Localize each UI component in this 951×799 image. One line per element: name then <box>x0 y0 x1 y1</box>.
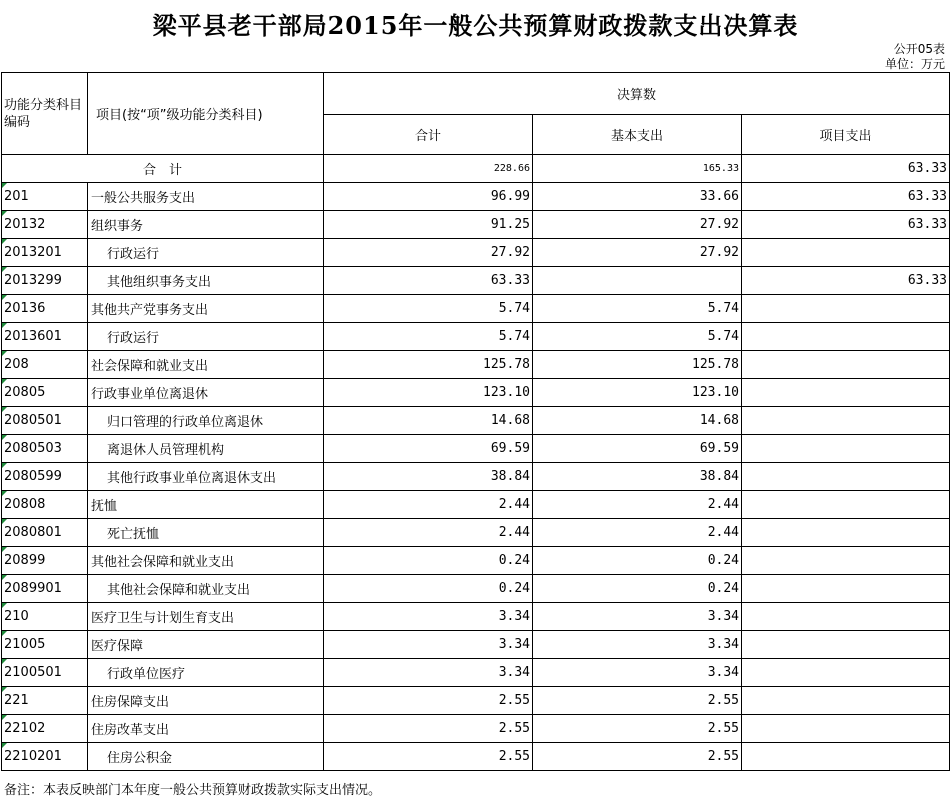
row-name: 一般公共服务支出 <box>88 183 324 211</box>
header-total: 合计 <box>324 115 533 155</box>
row-project <box>742 659 950 687</box>
row-basic: 2.55 <box>533 687 742 715</box>
total-basic: 165.33 <box>533 155 742 183</box>
table-row <box>2 687 950 715</box>
row-code: 2080503 <box>2 435 88 463</box>
row-code: 2013299 <box>2 267 88 295</box>
header-group: 决算数 <box>324 73 950 115</box>
row-name: 其他行政事业单位离退休支出 <box>88 463 324 491</box>
row-project: 63.33 <box>742 211 950 239</box>
row-project: 63.33 <box>742 183 950 211</box>
row-total: 2.55 <box>324 715 533 743</box>
row-basic: 2.44 <box>533 519 742 547</box>
total-row <box>2 155 950 183</box>
row-total: 2.44 <box>324 519 533 547</box>
row-total: 63.33 <box>324 267 533 295</box>
table-row <box>2 603 950 631</box>
row-basic: 14.68 <box>533 407 742 435</box>
row-basic: 2.44 <box>533 491 742 519</box>
row-name: 其他社会保障和就业支出 <box>88 547 324 575</box>
row-name: 行政单位医疗 <box>88 659 324 687</box>
row-code: 20899 <box>2 547 88 575</box>
row-total: 91.25 <box>324 211 533 239</box>
row-name: 医疗卫生与计划生育支出 <box>88 603 324 631</box>
row-name: 抚恤 <box>88 491 324 519</box>
row-project <box>742 519 950 547</box>
row-basic <box>533 267 742 295</box>
table-row <box>2 435 950 463</box>
row-name: 组织事务 <box>88 211 324 239</box>
row-basic: 27.92 <box>533 239 742 267</box>
total-sum: 228.66 <box>324 155 533 183</box>
row-basic: 2.55 <box>533 715 742 743</box>
row-basic: 3.34 <box>533 631 742 659</box>
row-name: 社会保障和就业支出 <box>88 351 324 379</box>
row-code: 2013601 <box>2 323 88 351</box>
row-code: 20808 <box>2 491 88 519</box>
row-total: 123.10 <box>324 379 533 407</box>
row-name: 住房改革支出 <box>88 715 324 743</box>
row-basic: 3.34 <box>533 603 742 631</box>
row-name: 医疗保障 <box>88 631 324 659</box>
table-row <box>2 407 950 435</box>
row-code: 201 <box>2 183 88 211</box>
row-project <box>742 603 950 631</box>
total-project: 63.33 <box>742 155 950 183</box>
unit-label: 单位：万元 <box>884 57 945 71</box>
table-row <box>2 379 950 407</box>
row-basic: 125.78 <box>533 351 742 379</box>
row-code: 20136 <box>2 295 88 323</box>
row-project <box>742 351 950 379</box>
row-basic: 0.24 <box>533 575 742 603</box>
row-name: 归口管理的行政单位离退休 <box>88 407 324 435</box>
table-row <box>2 715 950 743</box>
row-total: 38.84 <box>324 463 533 491</box>
row-code: 210 <box>2 603 88 631</box>
row-name: 其他组织事务支出 <box>88 267 324 295</box>
row-total: 5.74 <box>324 323 533 351</box>
row-code: 2089901 <box>2 575 88 603</box>
row-project: 63.33 <box>742 267 950 295</box>
row-name: 住房公积金 <box>88 743 324 771</box>
row-name: 行政运行 <box>88 323 324 351</box>
row-name: 死亡抚恤 <box>88 519 324 547</box>
row-basic: 5.74 <box>533 295 742 323</box>
row-name: 离退休人员管理机构 <box>88 435 324 463</box>
header-basic: 基本支出 <box>533 115 742 155</box>
row-total: 2.44 <box>324 491 533 519</box>
row-project <box>742 379 950 407</box>
table-row <box>2 267 950 295</box>
row-name: 其他共产党事务支出 <box>88 295 324 323</box>
row-project <box>742 715 950 743</box>
row-total: 5.74 <box>324 295 533 323</box>
row-basic: 27.92 <box>533 211 742 239</box>
row-project <box>742 463 950 491</box>
row-project <box>742 491 950 519</box>
table-row <box>2 631 950 659</box>
row-code: 20132 <box>2 211 88 239</box>
row-basic: 33.66 <box>533 183 742 211</box>
row-project <box>742 323 950 351</box>
row-total: 96.99 <box>324 183 533 211</box>
row-project <box>742 687 950 715</box>
row-basic: 3.34 <box>533 659 742 687</box>
total-label: 合 计 <box>2 155 324 183</box>
row-project <box>742 407 950 435</box>
form-number: 公开05表 <box>893 42 945 56</box>
row-basic: 5.74 <box>533 323 742 351</box>
table-row <box>2 183 950 211</box>
row-basic: 69.59 <box>533 435 742 463</box>
table-row <box>2 491 950 519</box>
expenditure-table <box>1 72 950 771</box>
row-code: 2013201 <box>2 239 88 267</box>
row-name: 行政事业单位离退休 <box>88 379 324 407</box>
row-code: 2080599 <box>2 463 88 491</box>
row-code: 2080501 <box>2 407 88 435</box>
row-name: 行政运行 <box>88 239 324 267</box>
row-project <box>742 239 950 267</box>
footnote: 备注：本表反映部门本年度一般公共预算财政拨款实际支出情况。 <box>4 783 382 798</box>
row-code: 208 <box>2 351 88 379</box>
row-name: 其他社会保障和就业支出 <box>88 575 324 603</box>
row-code: 2210201 <box>2 743 88 771</box>
row-total: 0.24 <box>324 547 533 575</box>
row-code: 2080801 <box>2 519 88 547</box>
row-basic: 0.24 <box>533 547 742 575</box>
row-basic: 2.55 <box>533 743 742 771</box>
table-row <box>2 659 950 687</box>
page-title: 梁平县老干部局2015年一般公共预算财政拨款支出决算表 <box>152 11 799 40</box>
row-code: 21005 <box>2 631 88 659</box>
row-total: 14.68 <box>324 407 533 435</box>
row-project <box>742 435 950 463</box>
row-basic: 123.10 <box>533 379 742 407</box>
header-name: 项目(按“项”级功能分类科目) <box>88 73 324 155</box>
row-project <box>742 547 950 575</box>
row-total: 2.55 <box>324 743 533 771</box>
table-row <box>2 547 950 575</box>
table-row <box>2 239 950 267</box>
row-code: 20805 <box>2 379 88 407</box>
row-code: 2100501 <box>2 659 88 687</box>
table-row <box>2 463 950 491</box>
row-project <box>742 743 950 771</box>
header-code: 功能分类科目编码 <box>2 73 88 155</box>
table-row <box>2 351 950 379</box>
table-row <box>2 575 950 603</box>
row-project <box>742 295 950 323</box>
row-project <box>742 575 950 603</box>
row-total: 125.78 <box>324 351 533 379</box>
table-row <box>2 519 950 547</box>
table-row <box>2 743 950 771</box>
row-total: 3.34 <box>324 659 533 687</box>
row-total: 0.24 <box>324 575 533 603</box>
row-project <box>742 631 950 659</box>
row-total: 3.34 <box>324 603 533 631</box>
table-row <box>2 211 950 239</box>
table-row <box>2 323 950 351</box>
row-code: 221 <box>2 687 88 715</box>
row-total: 69.59 <box>324 435 533 463</box>
row-total: 2.55 <box>324 687 533 715</box>
row-total: 27.92 <box>324 239 533 267</box>
row-code: 22102 <box>2 715 88 743</box>
row-total: 3.34 <box>324 631 533 659</box>
table-row <box>2 295 950 323</box>
row-name: 住房保障支出 <box>88 687 324 715</box>
header-project: 项目支出 <box>742 115 950 155</box>
row-basic: 38.84 <box>533 463 742 491</box>
